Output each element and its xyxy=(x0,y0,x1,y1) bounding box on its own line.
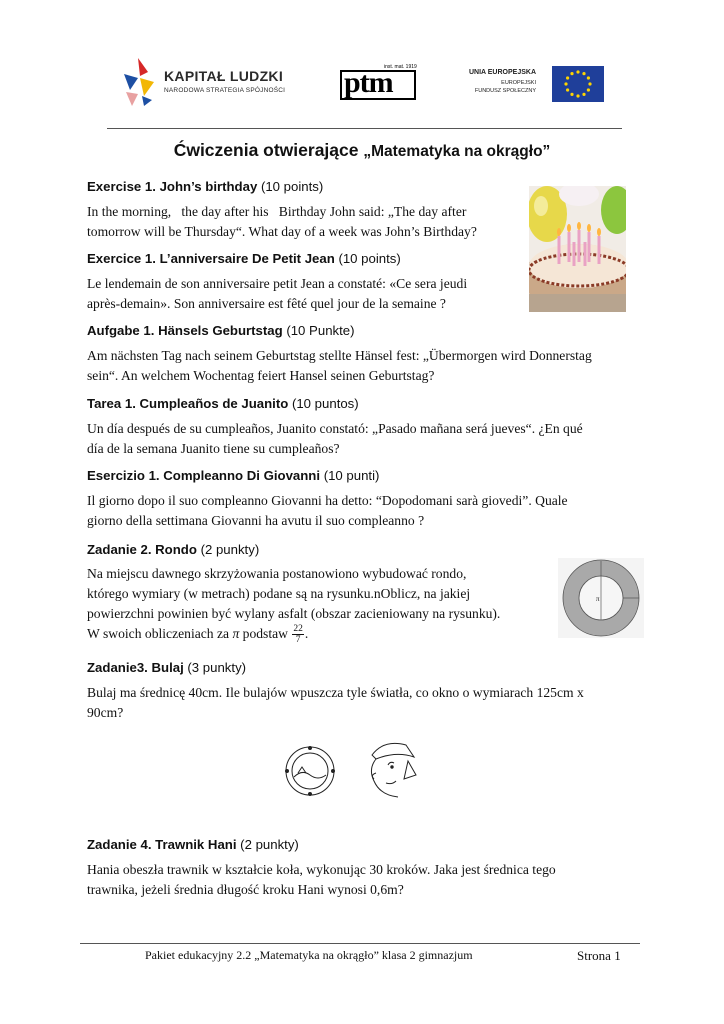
exercise-1-fr-text xyxy=(87,274,517,314)
text-line: Bulaj ma średnicę 40cm. Ile bulajów wpuszcza tyle światła, co okno o wymiarach 125cm x xyxy=(87,685,584,700)
page-title-main: Ćwiczenia otwierające xyxy=(173,140,364,160)
header-divider xyxy=(107,128,622,129)
eu-logo-line-2: EUROPEJSKI xyxy=(501,80,536,86)
page-number: Strona 1 xyxy=(577,948,621,963)
footer-divider xyxy=(80,943,640,944)
text-line: Il giorno dopo il suo compleanno Giovanni ha detto: “Dopodomani sarà giovedi”. Quale xyxy=(87,493,568,508)
birthday-cake-photo xyxy=(529,186,626,312)
fraction-22-7: $\frac{22}{7}$ xyxy=(293,624,303,646)
ptm-logo-text: ptm xyxy=(344,66,393,99)
exercise-1-en-text xyxy=(87,202,517,242)
roundabout-label: π xyxy=(596,595,600,603)
exercise-4-text xyxy=(87,860,639,900)
text-line: trawnika, jeżeli średnia długość kroku Hani wynosi 0,6m? xyxy=(87,882,404,897)
kapital-ludzki-logo xyxy=(118,56,288,108)
page-title xyxy=(0,140,724,161)
kapital-ludzki-mark-icon xyxy=(118,56,162,108)
text-line: après-demain». Son anniversaire est fêté quel jour de la semaine ? xyxy=(87,296,446,311)
exercise-3-text xyxy=(87,683,639,723)
porthole-sailor-illustration xyxy=(276,735,436,803)
exercise-1-it-heading: Esercizio 1. Compleanno Di Giovanni (10 punti) xyxy=(87,468,380,483)
eu-logo xyxy=(468,64,608,104)
roundabout-diagram xyxy=(558,558,644,638)
text-line: giorno della settimana Giovanni ha avutu il suo compleanno ? xyxy=(87,513,425,528)
text-line: Am nächsten Tag nach seinem Geburtstag stellte Hänsel fest: „Übermorgen wird Donnerstag xyxy=(87,348,592,363)
text-line: Le lendemain de son anniversaire petit Jean a constaté: «Ce sera jeudi xyxy=(87,276,468,291)
footer-text: Pakiet edukacyjny 2.2 „Matematyka na okrągło” klasa 2 gimnazjum xyxy=(145,948,473,962)
ptm-logo xyxy=(340,64,416,100)
exercise-1-en-heading: Exercise 1. John’s birthday (10 points) xyxy=(87,179,324,194)
text-line: powierzchni powinien być wylany asfalt (obszar zacieniowany na rysunku). xyxy=(87,606,501,621)
text-line: Hania obeszła trawnik w kształcie koła, wykonując 30 kroków. Jaka jest średnica tego xyxy=(87,862,556,877)
eu-logo-line-3: FUNDUSZ SPOŁECZNY xyxy=(474,88,536,94)
text-line: tomorrow will be Thursday“. What day of a week was John’s Birthday? xyxy=(87,224,477,239)
kapital-ludzki-subtitle: NARODOWA STRATEGIA SPÓJNOŚCI xyxy=(164,87,286,94)
exercise-1-es-text xyxy=(87,419,639,459)
ptm-logo-small-text: inst. mat. 1919 xyxy=(384,64,417,70)
text-line: którego wymiary (w metrach) podane są na rysunku.nOblicz, na jakiej xyxy=(87,586,471,601)
exercise-1-de-text xyxy=(87,346,639,386)
exercise-1-es-heading: Tarea 1. Cumpleaños de Juanito (10 puntos) xyxy=(87,396,359,411)
kapital-ludzki-title: KAPITAŁ LUDZKI xyxy=(164,68,284,84)
exercise-3-heading: Zadanie3. Bulaj (3 punkty) xyxy=(87,660,247,675)
text-line: Un día después de su cumpleaños, Juanito constató: „Pasado mañana será jueves“. ¿En qué xyxy=(87,421,583,436)
exercise-2-heading: Zadanie 2. Rondo (2 punkty) xyxy=(87,542,260,557)
text-line: sein“. An welchem Wochentag feiert Hansel seinen Geburtstag? xyxy=(87,368,435,383)
exercise-2-text xyxy=(87,564,539,645)
eu-logo-title: UNIA EUROPEJSKA xyxy=(468,69,536,76)
exercise-1-fr-heading: Exercice 1. L’anniversaire De Petit Jean (10 points) xyxy=(87,251,401,266)
pi-symbol: π xyxy=(232,626,240,641)
text-line: In the morning, the day after his Birthday John said: „The day after xyxy=(87,204,467,219)
text-line: W swoich obliczeniach za π podstaw $\frac{22}{7}$ . xyxy=(87,624,309,646)
eu-flag-icon xyxy=(552,66,604,102)
exercise-1-de-heading: Aufgabe 1. Hänsels Geburtstag (10 Punkte) xyxy=(87,323,355,338)
page-title-sub: „Matematyka na okrągło” xyxy=(363,143,551,160)
exercise-1-it-text xyxy=(87,491,639,531)
text-line: 90cm? xyxy=(87,705,124,720)
text-line: día de la semana Juanito tiene su cumpleaños? xyxy=(87,441,340,456)
text-line: Na miejscu dawnego skrzyżowania postanowiono wybudować rondo, xyxy=(87,566,467,581)
exercise-4-heading: Zadanie 4. Trawnik Hani (2 punkty) xyxy=(87,837,299,852)
